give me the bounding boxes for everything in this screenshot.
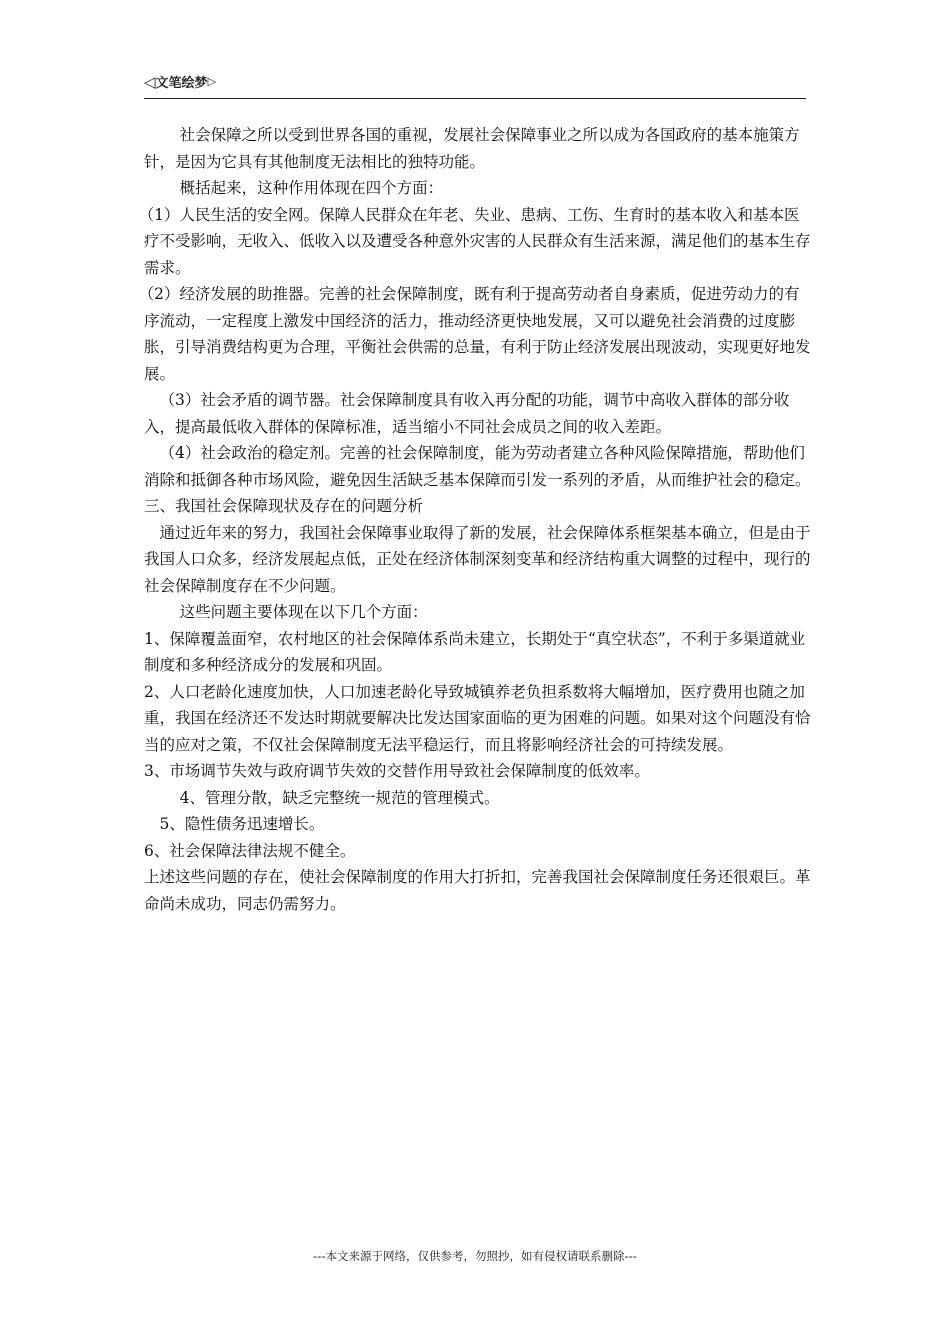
problem-item-6: 6、社会保障法律法规不健全。	[144, 841, 356, 860]
paragraph-point-3: （3）社会矛盾的调节器。社会保障制度具有收入再分配的功能，调节中高收入群体的部分收入，提高最低收入群体的保障标准，适当缩小不同社会成员之间的收入差距。	[144, 391, 790, 436]
right-triangle-icon: ▷	[207, 75, 217, 88]
problem-item-4: 4、管理分散，缺乏完整统一规范的管理模式。	[179, 788, 500, 807]
section-heading: 三、我国社会保障现状及存在的问题分析	[144, 497, 424, 515]
paragraph-point-4: （4）社会政治的稳定剂。完善的社会保障制度，能为劳动者建立各种风险保障措施，帮助他们消除和抵御各种市场风险，避免因生活缺乏基本保障而引发一系列的矛盾，从而维护社会的稳定。	[144, 444, 811, 489]
header-brand: 文笔绘梦	[155, 76, 208, 91]
paragraph-intro: 社会保障之所以受到世界各国的重视，发展社会保障事业之所以成为各国政府的基本施策方针，是因为它具有其他制度无法相比的独特功能。	[144, 126, 800, 171]
problem-item-2: 2、人口老龄化速度加快，人口加速老龄化导致城镇养老负担系数将大幅增加，医疗费用也随之加重，我国在经济还不发达时期就要解决比发达国家面临的更为困难的问题。如果对这个问题没有恰当的应对之策，不仅社会保障制度无法平稳运行，而且将影响经济社会的可持续发展。	[144, 682, 811, 754]
paragraph-point-1: （1）人民生活的安全网。保障人民群众在年老、失业、患病、工伤、生育时的基本收入和基本医疗不受影响，无收入、低收入以及遭受各种意外灾害的人民群众有生活来源，满足他们的基本生存需求。	[138, 205, 811, 277]
problem-item-1: 1、保障覆盖面窄，农村地区的社会保障体系尚未建立，长期处于“真空状态”，不利于多渠道就业制度和多种经济成分的发展和巩固。	[144, 629, 806, 674]
paragraph-summary: 概括起来，这种作用体现在四个方面：	[179, 179, 444, 197]
problem-item-3: 3、市场调节失效与政府调节失效的交替作用导致社会保障制度的低效率。	[144, 762, 650, 780]
page-header	[144, 72, 806, 99]
paragraph-point-2: （2）经济发展的助推器。完善的社会保障制度，既有利于提高劳动者自身素质，促进劳动力的有序流动，一定程度上激发中国经济的活力，推动经济更快地发展，又可以避免社会消费的过度膨胀，引导消费结构更为合理，平衡社会供需的总量，有利于防止经济发展出现波动，实现更好地发展。	[138, 285, 811, 383]
problem-item-5: 5、隐性债务迅速增长。	[159, 815, 325, 833]
paragraph-status: 通过近年来的努力，我国社会保障事业取得了新的发展，社会保障体系框架基本确立，但是由于我国人口众多，经济发展起点低，正处在经济体制深刻变革和经济结构重大调整的过程中，现行的社会保障制度存在不少问题。	[144, 523, 811, 595]
left-triangle-icon: ◁	[144, 73, 156, 91]
paragraph-problems-intro: 这些问题主要体现在以下几个方面：	[179, 603, 428, 621]
paragraph-conclusion: 上述这些问题的存在，使社会保障制度的作用大打折扣，完善我国社会保障制度任务还很艰巨。革命尚未成功，同志仍需努力。	[144, 868, 811, 913]
page-footer: ---本文来源于网络，仅供参考，勿照抄，如有侵权请联系删除---	[313, 1249, 637, 1263]
document-body	[138, 122, 812, 917]
